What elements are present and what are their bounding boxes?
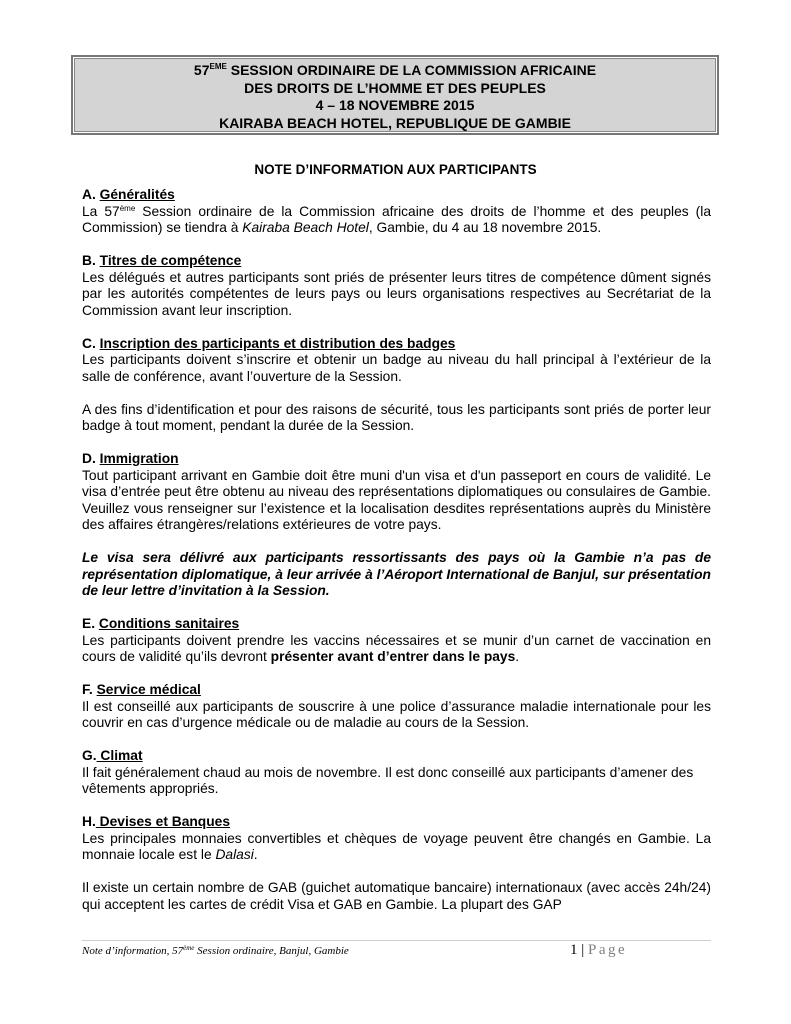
section-h-text-2: Il existe un certain nombre de GAB (guichet automatique bancaire) internationaux (avec accès 24h/24) qui acceptent les cartes de crédit Visa et GAB en Gambie. La plupart des GAP xyxy=(82,880,711,912)
section-b-text: Les délégués et autres participants sont priés de présenter leurs titres de compétence dûment signés par les autorités compétentes de leurs pays ou leurs organisations respectives au Secrétariat de la Commission avant leur inscription. xyxy=(82,269,711,318)
section-a-text: La 57ème Session ordinaire de la Commission africaine des droits de l’homme et des peuples (la Commission) se tiendra à Kairaba Beach Hotel, Gambie, du 4 au 18 novembre 2015. xyxy=(82,203,711,235)
section-b-heading: B. Titres de compétence xyxy=(82,253,242,268)
section-c-heading: C. Inscription des participants et distribution des badges xyxy=(82,335,456,351)
section-h-heading: H. Devises et Banques xyxy=(82,814,231,829)
footer-divider xyxy=(82,940,711,941)
document-body xyxy=(82,187,711,913)
section-d-heading: D. Immigration xyxy=(82,451,179,466)
header-line-4: KAIRABA BEACH HOTEL, REPUBLIQUE DE GAMBIE xyxy=(219,114,571,131)
footer-note: Note d’information, 57ème Session ordinaire, Banjul, Gambie xyxy=(82,944,349,957)
section-e-heading: E. Conditions sanitaires xyxy=(82,616,240,631)
section-d-text-2: Le visa sera délivré aux participants ressortissants des pays où la Gambie n’a pas de représentation diplomatique, à leur arrivée à l’Aéroport International de Banjul, sur présentation de leur lettre d’invitation à la Session. xyxy=(82,550,711,598)
page-number: 1 | Page xyxy=(570,942,628,958)
section-h-text-1: Les principales monnaies convertibles et chèques de voyage peuvent être changés en Gambie. La monnaie locale est le Dalasi. xyxy=(82,830,711,862)
header-line-3: 4 – 18 NOVEMBRE 2015 xyxy=(315,97,475,113)
header-line-1: 57EME SESSION ORDINAIRE DE LA COMMISSION AFRICAINE xyxy=(193,62,597,78)
section-f-heading: F. Service médical xyxy=(82,682,201,697)
section-d-text-1: Tout participant arrivant en Gambie doit être muni d'un visa et d'un passeport en cours de validité. Le visa d’entrée peut être obtenu au niveau des représentations diplomatiques ou consulaires de Gambie. Veuillez vous renseigner sur l’existence et la localisation desdites représentations auprès du Ministère des affaires étrangères/relations extérieures de votre pays. xyxy=(82,467,711,532)
section-g-heading: G. Climat xyxy=(82,748,143,763)
section-g-text: Il fait généralement chaud au mois de novembre. Il est donc conseillé aux participants d’amener des vêtements appropriés. xyxy=(82,764,694,796)
section-c-text-2: A des fins d’identification et pour des raisons de sécurité, tous les participants sont priés de porter leur badge à tout moment, pendant la durée de la Session. xyxy=(82,401,711,433)
note-title: NOTE D’INFORMATION AUX PARTICIPANTS xyxy=(254,162,537,177)
section-a-heading: A. Généralités xyxy=(82,187,175,202)
header-title-box xyxy=(71,55,719,135)
section-e-text: Les participants doivent prendre les vaccins nécessaires et se munir d’un carnet de vaccination en cours de validité qu’ils devront présenter avant d’entrer dans le pays. xyxy=(82,632,711,664)
section-f-text: Il est conseillé aux participants de souscrire à une police d’assurance maladie internationale pour les couvrir en cas d’urgence médicale ou de maladie au cours de la Session. xyxy=(82,698,711,730)
header-line-2: DES DROITS DE L’HOMME ET DES PEUPLES xyxy=(244,79,546,96)
section-c-text-1: Les participants doivent s’inscrire et obtenir un badge au niveau du hall principal à l’extérieur de la salle de conférence, avant l’ouverture de la Session. xyxy=(82,352,711,384)
